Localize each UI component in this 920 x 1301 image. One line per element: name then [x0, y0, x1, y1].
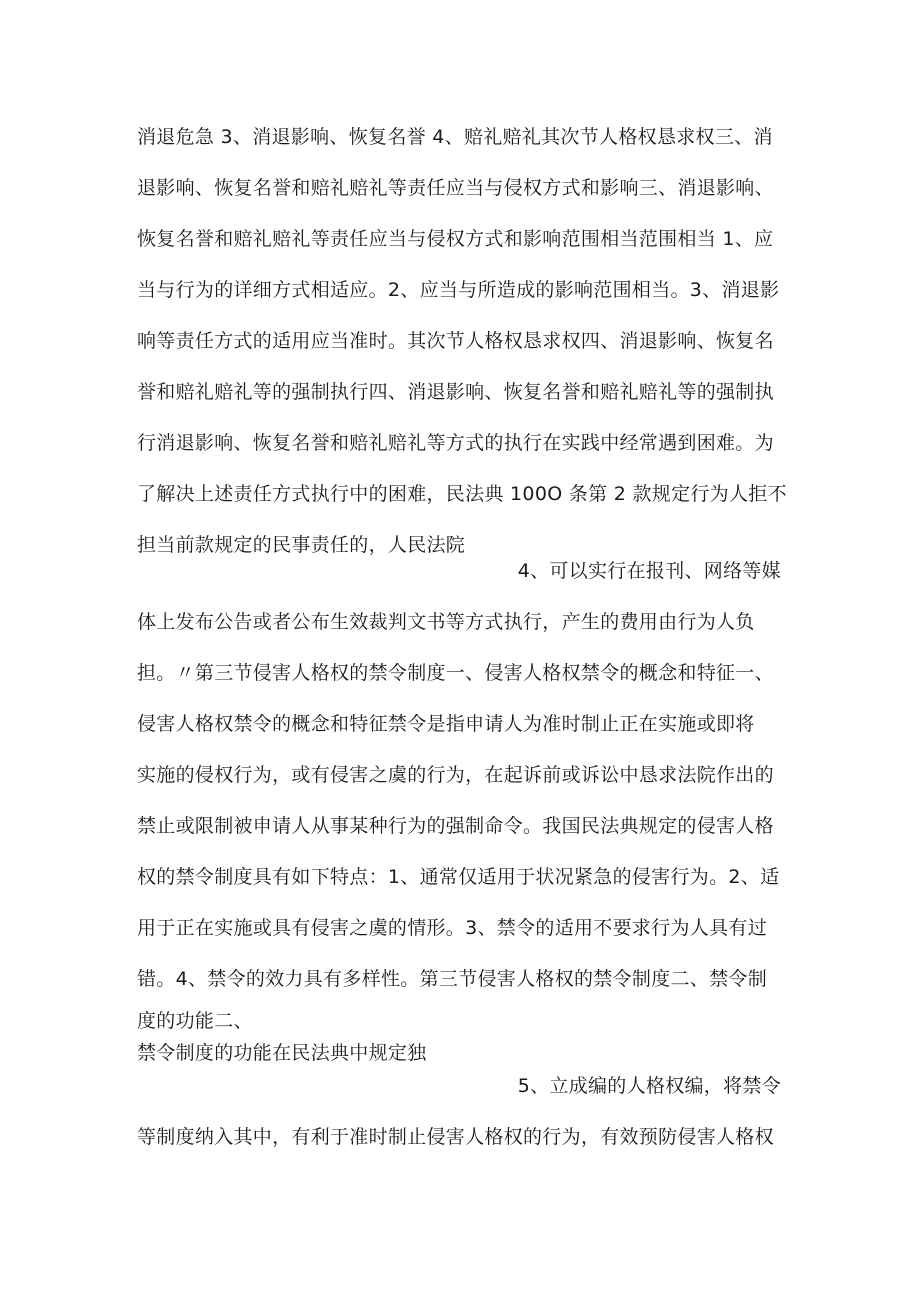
paragraph-2 — [137, 546, 801, 1069]
text-line-indented: 4、可以实行在报刊、网络等媒 — [517, 560, 781, 582]
text-line-indented: 5、立成编的人格权编，将禁令 — [517, 1075, 781, 1097]
text-line: 用于正在实施或具有侵害之虞的情形。3、禁令的适用不要求行为人具有过 — [137, 917, 767, 939]
text-line: 消退危急 3、消退影响、恢复名誉 4、赔礼赔礼其次节人格权恳求权三、消 — [137, 126, 773, 148]
text-line: 权的禁令制度具有如下特点：1、通常仅适用于状况紧急的侵害行为。2、适 — [137, 866, 780, 888]
text-line: 错。4、禁令的效力具有多样性。第三节侵害人格权的禁令制度二、禁令制 — [137, 968, 767, 990]
text-line: 誉和赔礼赔礼等的强制执行四、消退影响、恢复名誉和赔礼赔礼等的强制执 — [137, 381, 774, 403]
text-line: 侵害人格权禁令的概念和特征禁令是指申请人为准时制止正在实施或即将 — [137, 713, 755, 735]
text-line: 禁止或限制被申请人从事某种行为的强制命令。我国民法典规定的侵害人格 — [137, 815, 774, 837]
text-line: 响等责任方式的适用应当准时。其次节人格权恳求权四、消退影响、恢复名 — [137, 330, 774, 352]
text-line: 当与行为的详细方式相适应。2、应当与所造成的影响范围相当。3、消退影 — [137, 279, 780, 301]
text-line: 担当前款规定的民事责任的，人民法院 — [137, 534, 466, 556]
text-line: 恢复名誉和赔礼赔礼等责任应当与侵权方式和影响范围相当范围相当 1、应 — [137, 228, 774, 250]
text-line: 等制度纳入其中，有利于准时制止侵害人格权的行为，有效预防侵害人格权 — [137, 1126, 774, 1148]
text-line: 行消退影响、恢复名誉和赔礼赔礼等方式的执行在实践中经常遇到困难。为 — [137, 432, 774, 454]
text-line: 体上发布公告或者公布生效裁判文书等方式执行，产生的费用由行为人负 — [137, 611, 755, 633]
text-line: 度的功能二、 — [137, 1010, 253, 1032]
text-line: 担。〃第三节侵害人格权的禁令制度一、侵害人格权禁令的概念和特征一、 — [137, 662, 774, 684]
text-line: 退影响、恢复名誉和赔礼赔礼等责任应当与侵权方式和影响三、消退影响、 — [137, 177, 774, 199]
text-line: 实施的侵权行为，或有侵害之虞的行为，在起诉前或诉讼中恳求法院作出的 — [137, 764, 774, 786]
paragraph-3 — [137, 1061, 801, 1163]
text-line: 了解决上述责任方式执行中的困难，民法典 100O 条第 2 款规定行为人拒不 — [137, 483, 787, 505]
text-line: 禁令制度的功能在民法典中规定独 — [137, 1042, 427, 1064]
paragraph-1 — [137, 112, 801, 571]
